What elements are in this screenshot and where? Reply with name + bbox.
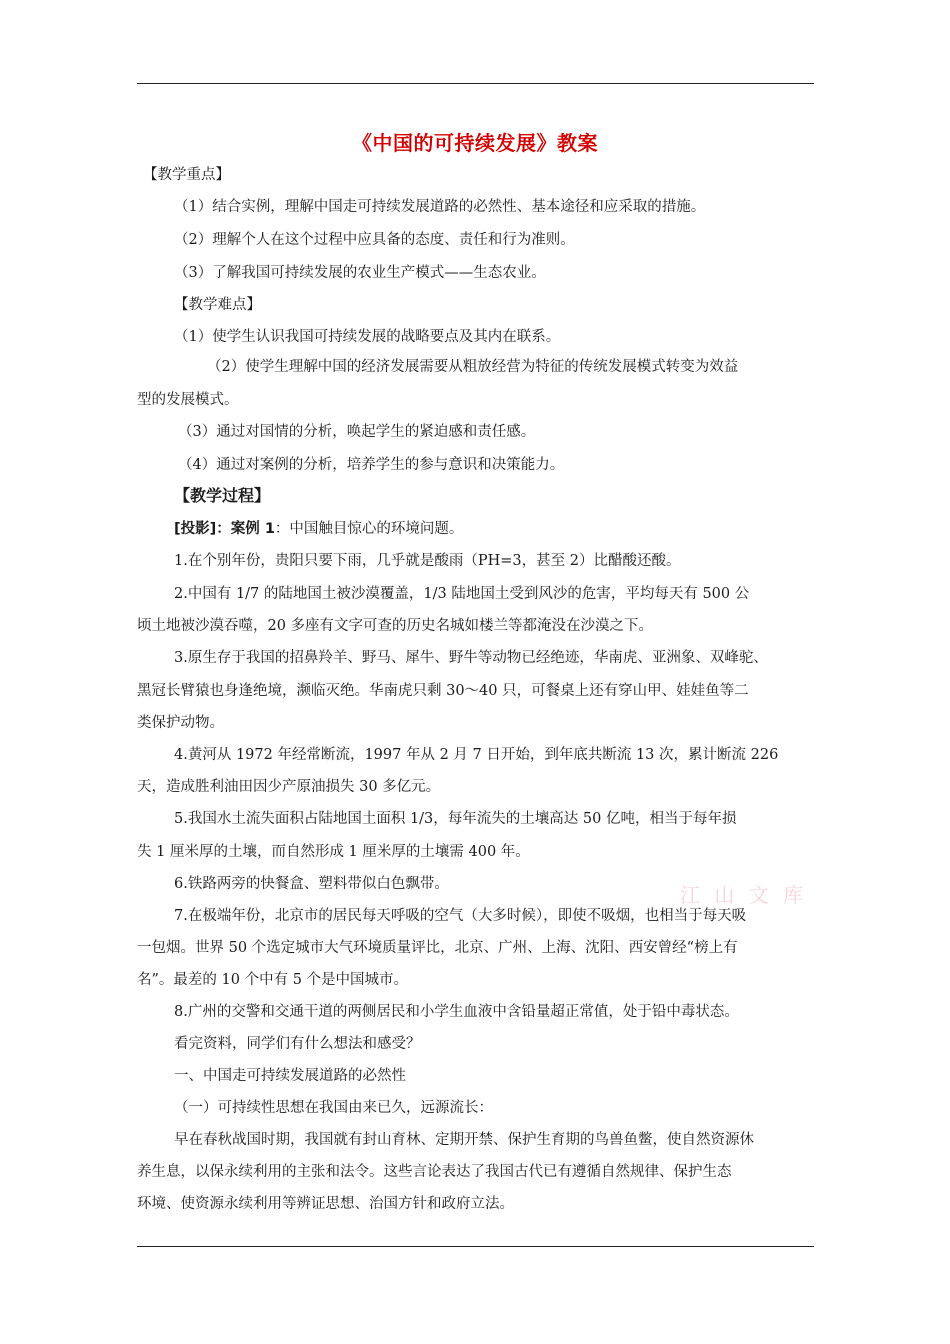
difficulties-heading: 【教学难点】 [174,297,261,313]
difficulty-2-line-2: 型的发展模式。 [137,392,239,408]
case-title: ：中国触目惊心的环境问题。 [274,521,464,537]
case-item-5-line-1: 5.我国水土流失面积占陆地国土面积 1/3，每年流失的土壤高达 50 亿吨，相当于每年损 [174,811,737,827]
case-item-4-line-1: 4.黄河从 1972 年经常断流，1997 年从 2 月 7 日开始，到年底共断流 13 次，累计断流 226 [174,747,779,763]
document-title: 《中国的可持续发展》教案 [352,131,598,155]
process-heading: 【教学过程】 [174,486,271,505]
footer-rule [137,1246,814,1247]
key-point-1: （1）结合实例，理解中国走可持续发展道路的必然性、基本途径和应采取的措施。 [174,199,706,215]
difficulty-3: （3）通过对国情的分析，唤起学生的紧迫感和责任感。 [178,424,536,440]
case-item-1: 1.在个别年份，贵阳只要下雨，几乎就是酸雨（PH=3，甚至 2）比醋酸还酸。 [174,553,681,569]
key-points-heading: 【教学重点】 [143,167,230,183]
case-item-5-line-2: 失 1 厘米厚的土壤，而自然形成 1 厘米厚的土壤需 400 年。 [137,844,530,860]
section-1-heading: 一、中国走可持续发展道路的必然性 [174,1068,406,1084]
case-item-6: 6.铁路两旁的快餐盒、塑料带似白色飘带。 [174,876,449,892]
paragraph-line-2: 养生息，以保永续利用的主张和法令。这些言论表达了我国古代已有遵循自然规律、保护生态 [137,1164,732,1180]
difficulty-2-line-1: （2）使学生理解中国的经济发展需要从粗放经营为特征的传统发展模式转变为效益 [207,359,739,375]
projection-line [174,519,463,539]
case-item-3-line-3: 类保护动物。 [137,715,224,731]
case-item-3-line-1: 3.原生存于我国的招鼻羚羊、野马、犀牛、野牛等动物已经绝迹，华南虎、亚洲象、双峰驼、 [174,650,768,666]
key-point-3: （3）了解我国可持续发展的农业生产模式——生态农业。 [174,265,546,281]
case-item-7-line-3: 名”。最差的 10 个中有 5 个是中国城市。 [137,972,409,988]
case-item-7-line-2: 一包烟。世界 50 个选定城市大气环境质量评比，北京、广州、上海、沈阳、西安曾经“榜上有 [137,940,738,956]
difficulty-1: （1）使学生认识我国可持续发展的战略要点及其内在联系。 [174,329,561,345]
case-item-8: 8.广州的交警和交通干道的两侧居民和小学生血液中含铅量超正常值，处于铅中毒状态。 [174,1004,739,1020]
case-item-7-line-1: 7.在极端年份，北京市的居民每天呼吸的空气（大多时候），即使不吸烟，也相当于每天吸 [174,908,747,924]
paragraph-line-3: 环境、使资源永续利用等辨证思想、治国方针和政府立法。 [137,1196,514,1212]
key-point-2: （2）理解个人在这个过程中应具备的态度、责任和行为准则。 [174,232,575,248]
watermark: 江 山 文 库 [680,883,808,907]
case-item-2-line-2: 顷土地被沙漠吞噬，20 多座有文字可查的历史名城如楼兰等都淹没在沙漠之下。 [137,618,654,634]
projection-label: [投影]： [174,521,231,537]
subsection-1-heading: （一）可持续性思想在我国由来已久，远源流长： [174,1100,493,1116]
discussion-prompt: 看完资料，同学们有什么想法和感受？ [174,1036,421,1052]
header-rule [137,83,814,84]
difficulty-4: （4）通过对案例的分析，培养学生的参与意识和决策能力。 [178,457,565,473]
case-item-2-line-1: 2.中国有 1/7 的陆地国土被沙漠覆盖，1/3 陆地国土受到风沙的危害，平均每天有 500 公 [174,586,750,602]
case-item-4-line-2: 天，造成胜利油田因少产原油损失 30 多亿元。 [137,779,441,795]
paragraph-line-1: 早在春秋战国时期，我国就有封山育林、定期开禁、保护生育期的鸟兽鱼鳖，使自然资源休 [174,1132,754,1148]
case-label: 案例 1 [230,521,275,537]
case-item-3-line-2: 黑冠长臂猿也身逢绝境，濒临灭绝。华南虎只剩 30～40 只，可餐桌上还有穿山甲、娃娃鱼等二 [137,683,749,699]
